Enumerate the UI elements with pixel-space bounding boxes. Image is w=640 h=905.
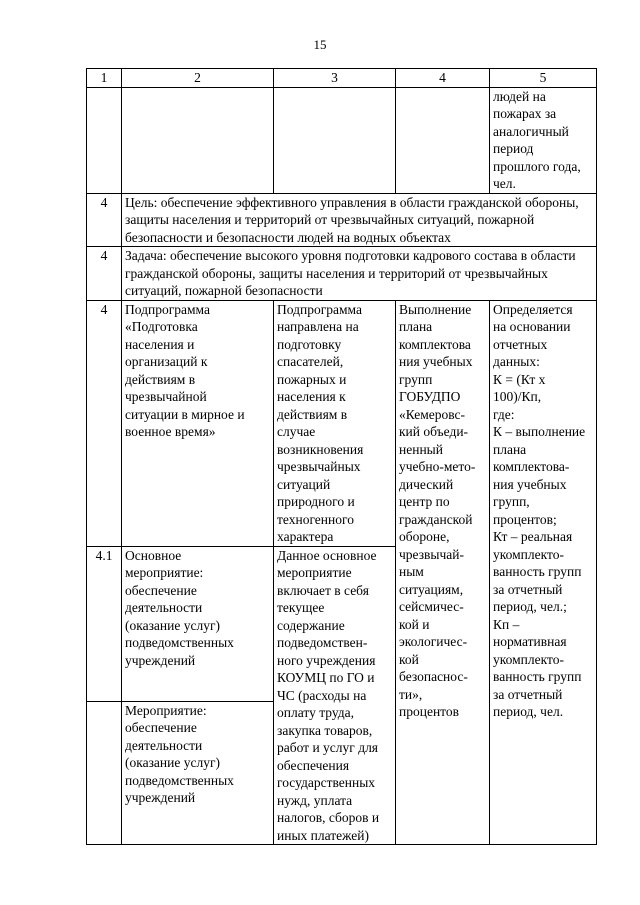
indicator-name-cell bbox=[396, 300, 490, 845]
task-text: Задача: обеспечение высокого уровня подготовки кадрового состава в области гражданской обороны, защиты населения и территорий от чрезвычайных ситуаций, пожарной безопасности bbox=[122, 247, 597, 301]
sub-measure-cell bbox=[122, 701, 274, 844]
page-number: 15 bbox=[313, 37, 327, 52]
goal-row bbox=[87, 193, 597, 247]
program-description: Подпрограмма направлена на подготовку спасателей, пожарных и населения к действиям в случае возникновения чрезвычайных ситуаций природного и техногенного характера bbox=[277, 301, 364, 544]
program-row bbox=[87, 300, 597, 546]
cont-cell-1 bbox=[87, 87, 122, 193]
indicator-method-cell bbox=[490, 300, 597, 845]
cont-cell-3 bbox=[274, 87, 396, 193]
program-description-cell bbox=[274, 300, 396, 546]
column-header-3: 3 bbox=[274, 69, 396, 88]
column-header-1: 1 bbox=[87, 69, 122, 88]
cont-cell-2 bbox=[122, 87, 274, 193]
measure-description: Данное основное мероприятие включает в себя текущее содержание подведомствен- ного учреждения КОУМЦ по ГО и ЧС (расходы на оплату труда, закупка товаров, работ и услуг для обеспечения государственных нужд, уплата налогов, сборов и иных платежей) bbox=[277, 547, 380, 843]
task-row bbox=[87, 247, 597, 301]
sub-measure-name: Мероприятие: обеспечение деятельности (оказание услуг) подведомственных учреждений bbox=[125, 702, 234, 806]
column-header-2: 2 bbox=[122, 69, 274, 88]
program-name: Подпрограмма «Подготовка населения и организаций к действиям в чрезвычайной ситуации в мирное и военное время» bbox=[125, 301, 245, 439]
main-measure-name: Основное мероприятие: обеспечение деятельности (оказание услуг) подведомственных учреждений bbox=[125, 547, 234, 668]
indicator-method: Определяется на основании отчетных данных: К = (Кт х 100)/Кп, где: К – выполнение плана комплектова- ния учебных групп, процентов; Кт – реальная укомплекто- ванность групп за отчетный период, чел.; Кп – нормативная укомплекто- ванность групп за отчетный период, чел. bbox=[493, 301, 586, 719]
indicator-table bbox=[86, 68, 597, 845]
sub-measure-number-cell bbox=[87, 701, 122, 844]
cont-cell-4 bbox=[396, 87, 490, 193]
column-header-5: 5 bbox=[490, 69, 597, 88]
cont-text: людей на пожарах за аналогичный период прошлого года, чел. bbox=[493, 88, 581, 191]
goal-text: Цель: обеспечение эффективного управления в области гражданской обороны, защиты населения и территорий от чрезвычайных ситуаций, пожарной безопасности и безопасности людей на водных объектах bbox=[122, 193, 597, 247]
column-header-4: 4 bbox=[396, 69, 490, 88]
continuation-row bbox=[87, 87, 597, 193]
cont-cell-5 bbox=[490, 87, 597, 193]
measure-number: 4.1 bbox=[87, 546, 122, 701]
goal-number: 4 bbox=[87, 193, 122, 247]
measure-description-cell bbox=[274, 546, 396, 845]
main-measure-cell bbox=[122, 546, 274, 701]
task-number: 4 bbox=[87, 247, 122, 301]
column-number-row bbox=[87, 69, 597, 88]
program-number: 4 bbox=[87, 300, 122, 546]
program-name-cell bbox=[122, 300, 274, 546]
indicator-name: Выполнение плана комплектова ния учебных групп ГОБУДПО «Кемеровс- кий объеди- ненный учебно-мето- дический центр по гражданской обороне, чрезвычай- ным ситуациям, сейсмичес- кой и экологичес- кой безопаснос- ти», процентов bbox=[399, 301, 476, 719]
